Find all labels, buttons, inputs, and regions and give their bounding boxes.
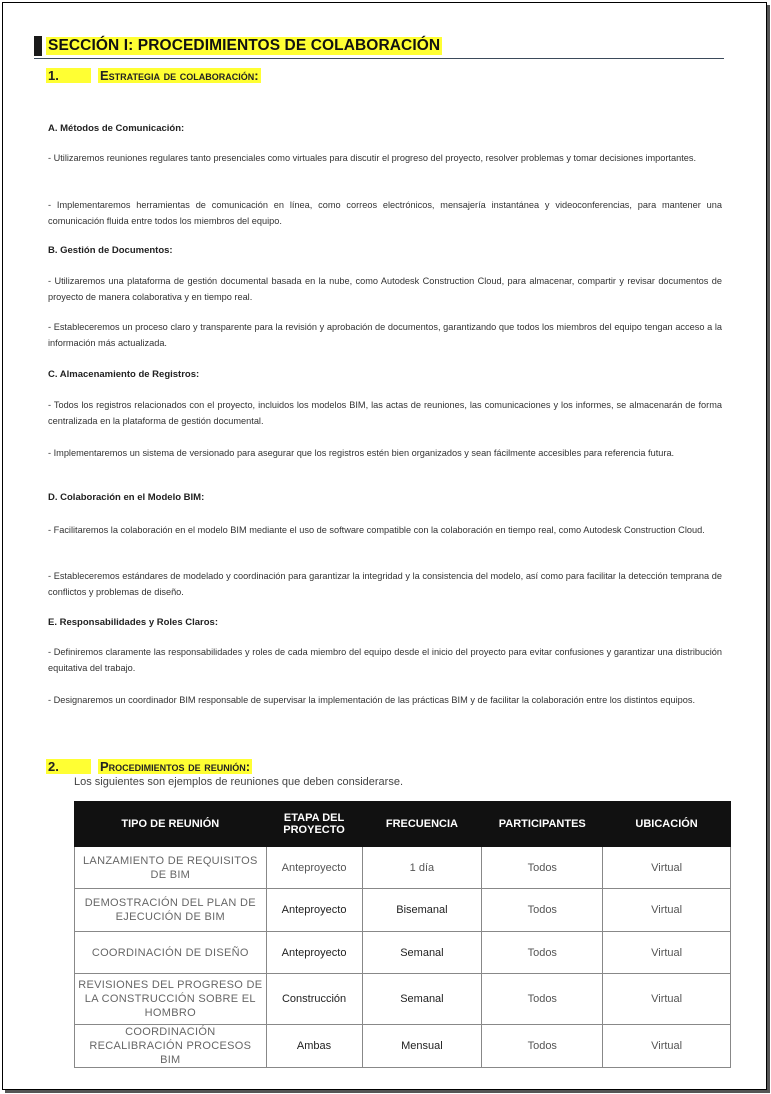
paragraph: - Estableceremos un proceso claro y transparente para la revisión y aprobación de documentos, garantizando que todos los miembros del equipo tengan acceso a la información más actualizada. <box>48 322 722 348</box>
table-cell: REVISIONES DEL PROGRESO DE LA CONSTRUCCIÓN SOBRE EL HOMBRO <box>75 974 267 1025</box>
heading-1-number: 1. <box>46 68 91 83</box>
subheading-e: E. Responsabilidades y Roles Claros: <box>48 617 218 628</box>
table-cell: Bisemanal <box>362 889 482 932</box>
paragraph: - Definiremos claramente las responsabilidades y roles de cada miembro del equipo desde el inicio del proyecto para evitar confusiones y garantizar una distribución equitativa del trabajo. <box>48 647 722 673</box>
table-cell: 1 día <box>362 847 482 889</box>
table-row <box>75 974 731 1025</box>
column-header: ETAPA DEL PROYECTO <box>266 802 362 847</box>
subheading-b: B. Gestión de Documentos: <box>48 245 173 256</box>
column-header: PARTICIPANTES <box>482 802 603 847</box>
table-header-row <box>75 802 731 847</box>
table-cell: Anteproyecto <box>266 932 362 974</box>
table-cell: Semanal <box>362 932 482 974</box>
table-row <box>75 889 731 932</box>
table-row <box>75 1025 731 1068</box>
table-cell: Virtual <box>603 1025 731 1068</box>
section-title <box>34 36 724 59</box>
paragraph: - Estableceremos estándares de modelado y coordinación para garantizar la integridad y la consistencia del modelo, así como para facilitar la detección temprana de conflictos y problemas de diseño. <box>48 571 722 597</box>
meetings-table <box>74 801 731 1068</box>
table-cell: Todos <box>482 847 603 889</box>
subheading-c: C. Almacenamiento de Registros: <box>48 369 200 380</box>
table-cell: Virtual <box>603 847 731 889</box>
heading-1-title: Estrategia de colaboración: <box>100 68 259 83</box>
section-marker <box>34 36 42 56</box>
table-cell: Todos <box>482 932 603 974</box>
paragraph: - Utilizaremos reuniones regulares tanto presenciales como virtuales para discutir el progreso del proyecto, resolver problemas y tomar decisiones importantes. <box>48 153 697 163</box>
paragraph: - Todos los registros relacionados con el proyecto, incluidos los modelos BIM, las actas de reuniones, las comunicaciones y los informes, se almacenarán de forma centralizada en la plataforma de gestión documental. <box>48 400 722 426</box>
table-cell: Construcción <box>266 974 362 1025</box>
table-cell: Virtual <box>603 932 731 974</box>
table-cell: DEMOSTRACIÓN DEL PLAN DE EJECUCIÓN DE BIM <box>75 889 267 932</box>
section-title-text: SECCIÓN I: PROCEDIMIENTOS DE COLABORACIÓN <box>48 37 441 54</box>
table-cell: COORDINACIÓN RECALIBRACIÓN PROCESOS BIM <box>75 1025 267 1068</box>
subheading-a: A. Métodos de Comunicación: <box>48 123 185 134</box>
table-cell: Virtual <box>603 974 731 1025</box>
table-cell: Todos <box>482 974 603 1025</box>
table-cell: Todos <box>482 889 603 932</box>
table-cell: Anteproyecto <box>266 847 362 889</box>
table-cell: Virtual <box>603 889 731 932</box>
paragraph: - Designaremos un coordinador BIM responsable de supervisar la implementación de las prácticas BIM y de facilitar la colaboración entre los distintos equipos. <box>48 695 696 705</box>
paragraph: - Facilitaremos la colaboración en el modelo BIM mediante el uso de software compatible con la colaboración en tiempo real, como Autodesk Construction Cloud. <box>48 525 705 535</box>
table-cell: Mensual <box>362 1025 482 1068</box>
subheading-d: D. Colaboración en el Modelo BIM: <box>48 492 205 503</box>
paragraph: - Implementaremos un sistema de versionado para asegurar que los registros estén bien organizados y sean fácilmente accesibles para referencia futura. <box>48 448 675 458</box>
table-intro: Los siguientes son ejemplos de reuniones que deben considerarse. <box>74 776 403 788</box>
paragraph: - Utilizaremos una plataforma de gestión documental basada en la nube, como Autodesk Construction Cloud, para almacenar, compartir y revisar documentos de proyecto de manera colaborativa y en tiempo real. <box>48 276 722 302</box>
table-cell: COORDINACIÓN DE DISEÑO <box>75 932 267 974</box>
column-header: FRECUENCIA <box>362 802 482 847</box>
table-cell: Ambas <box>266 1025 362 1068</box>
heading-2-title: Procedimientos de reunión: <box>100 759 251 774</box>
table-row <box>75 932 731 974</box>
table-cell: LANZAMIENTO DE REQUISITOS DE BIM <box>75 847 267 889</box>
table-cell: Semanal <box>362 974 482 1025</box>
column-header: UBICACIÓN <box>603 802 731 847</box>
table-cell: Todos <box>482 1025 603 1068</box>
column-header: TIPO DE REUNIÓN <box>75 802 267 847</box>
table-cell: Anteproyecto <box>266 889 362 932</box>
paragraph: - Implementaremos herramientas de comunicación en línea, como correos electrónicos, mensajería instantánea y videoconferencias, para mantener una comunicación fluida entre todos los miembros del equipo. <box>48 200 722 226</box>
heading-2-number: 2. <box>46 759 91 774</box>
table-row <box>75 847 731 889</box>
